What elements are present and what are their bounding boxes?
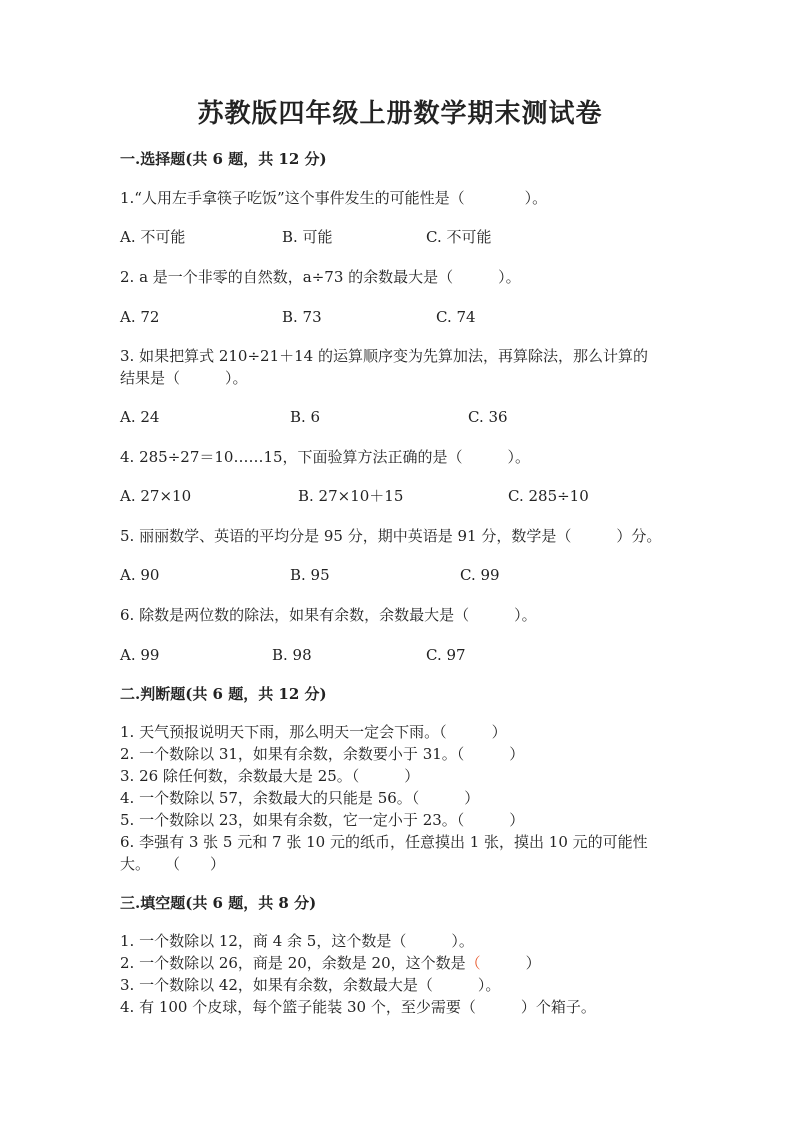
question-4: 4. 285÷27＝10……15，下面验算方法正确的是（ ）。 [120, 448, 531, 466]
option-6c: C. 97 [426, 646, 466, 664]
option-5c: C. 99 [460, 566, 500, 584]
fill-item-2-text: 2. 一个数除以 26，商是 20，余数是 20，这个数是 [120, 954, 466, 972]
option-3b: B. 6 [290, 408, 321, 426]
fill-item-4: 4. 有 100 个皮球，每个篮子能装 30 个，至少需要（ ）个箱子。 [120, 998, 596, 1016]
option-3c: C. 36 [468, 408, 508, 426]
question-3-line2: 结果是（ ）。 [120, 369, 248, 387]
option-4b: B. 27×10＋15 [298, 487, 404, 505]
answer-bracket-close: ） [480, 954, 541, 972]
fill-item-3: 3. 一个数除以 42，如果有余数，余数最大是（ ）。 [120, 976, 501, 994]
section-heading-fill: 三.填空题(共 6 题，共 8 分) [120, 894, 317, 912]
question-1: 1.“人用左手拿筷子吃饭”这个事件发生的可能性是（ ）。 [120, 189, 548, 207]
answer-bracket-open: （ [465, 954, 481, 972]
option-5a: A. 90 [120, 566, 160, 584]
judge-item-2: 2. 一个数除以 31，如果有余数，余数要小于 31。（ ） [120, 745, 525, 763]
judge-item-6-line1: 6. 李强有 3 张 5 元和 7 张 10 元的纸币，任意摸出 1 张，摸出 10 元的可能性 [120, 833, 648, 851]
judge-item-1: 1. 天气预报说明天下雨，那么明天一定会下雨。（ ） [120, 723, 507, 741]
judge-item-6-line2: 大。 （ ） [120, 855, 226, 873]
option-3a: A. 24 [120, 408, 160, 426]
question-2: 2. a 是一个非零的自然数，a÷73 的余数最大是（ ）。 [120, 268, 521, 286]
option-4c: C. 285÷10 [508, 487, 589, 505]
question-6: 6. 除数是两位数的除法，如果有余数，余数最大是（ ）。 [120, 606, 537, 624]
section-heading-choice: 一.选择题(共 6 题，共 12 分) [120, 150, 327, 168]
page-title: 苏教版四年级上册数学期末测试卷 [197, 99, 603, 129]
fill-item-1: 1. 一个数除以 12，商 4 余 5，这个数是（ ）。 [120, 932, 474, 950]
judge-item-5: 5. 一个数除以 23，如果有余数，它一定小于 23。（ ） [120, 811, 525, 829]
section-heading-judge: 二.判断题(共 6 题，共 12 分) [120, 685, 327, 703]
question-5: 5. 丽丽数学、英语的平均分是 95 分，期中英语是 91 分，数学是（ ）分。 [120, 527, 662, 545]
option-1a: A. 不可能 [120, 228, 186, 246]
judge-item-3: 3. 26 除任何数，余数最大是 25。（ ） [120, 767, 420, 785]
option-5b: B. 95 [290, 566, 330, 584]
option-6b: B. 98 [272, 646, 312, 664]
judge-item-4: 4. 一个数除以 57，余数最大的只能是 56。（ ） [120, 789, 480, 807]
option-1c: C. 不可能 [426, 228, 492, 246]
fill-item-2 [120, 953, 541, 974]
option-4a: A. 27×10 [120, 487, 192, 505]
option-1b: B. 可能 [282, 228, 333, 246]
option-6a: A. 99 [120, 646, 160, 664]
option-2a: A. 72 [120, 308, 160, 326]
option-2c: C. 74 [436, 308, 476, 326]
option-2b: B. 73 [282, 308, 322, 326]
question-3-line1: 3. 如果把算式 210÷21＋14 的运算顺序变为先算加法，再算除法，那么计算的 [120, 347, 648, 365]
